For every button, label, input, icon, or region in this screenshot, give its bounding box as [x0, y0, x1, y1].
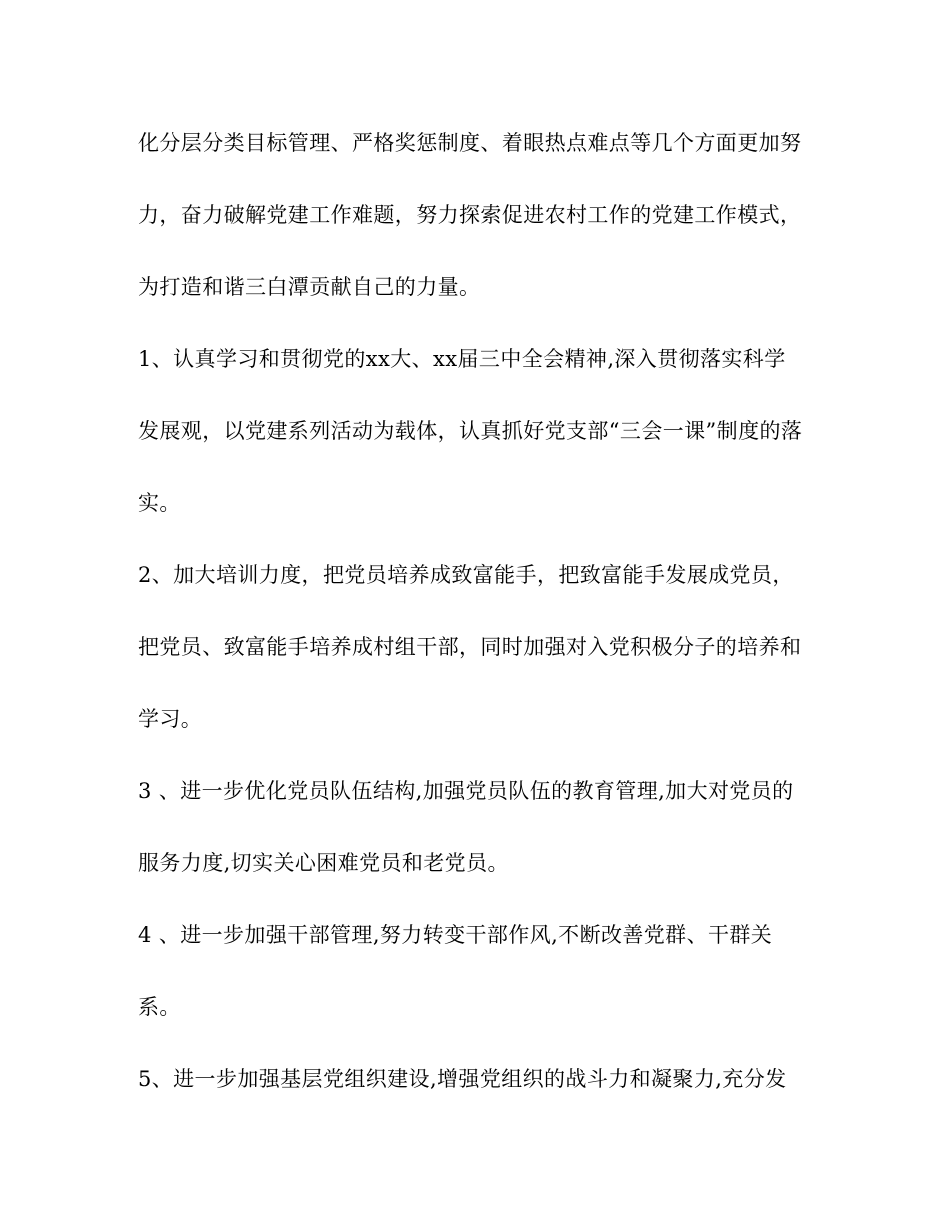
text-line: 4 、进一步加强干部管理,努力转变干部作风,不断改善党群、干群关 — [138, 923, 773, 947]
text-line: 把党员、致富能手培养成村组干部，同时加强对入党积极分子的培养和 — [138, 635, 802, 659]
text-line: 3 、进一步优化党员队伍结构,加强党员队伍的教育管理,加大对党员的 — [138, 779, 794, 803]
text-line: 为打造和谐三白潭贡献自己的力量。 — [138, 275, 481, 299]
text-line: 服务力度,切实关心困难党员和老党员。 — [138, 851, 509, 875]
text-line: 系。 — [138, 995, 181, 1019]
text-line: 发展观，以党建系列活动为载体，认真抓好党支部“三会一课”制度的落 — [138, 419, 803, 443]
text-line: 学习。 — [138, 707, 203, 731]
text-line: 化分层分类目标管理、严格奖惩制度、着眼热点难点等几个方面更加努 — [138, 131, 802, 155]
text-line: 5、进一步加强基层党组织建设,增强党组织的战斗力和凝聚力,充分发 — [138, 1067, 787, 1091]
text-line: 2、加大培训力度，把党员培养成致富能手，把致富能手发展成党员， — [138, 563, 794, 587]
text-line: 实。 — [138, 491, 181, 515]
text-line: 1、认真学习和贯彻党的xx大、xx届三中全会精神,深入贯彻落实科学 — [138, 347, 786, 371]
text-line: 力，奋力破解党建工作难题，努力探索促进农村工作的党建工作模式， — [138, 203, 802, 227]
